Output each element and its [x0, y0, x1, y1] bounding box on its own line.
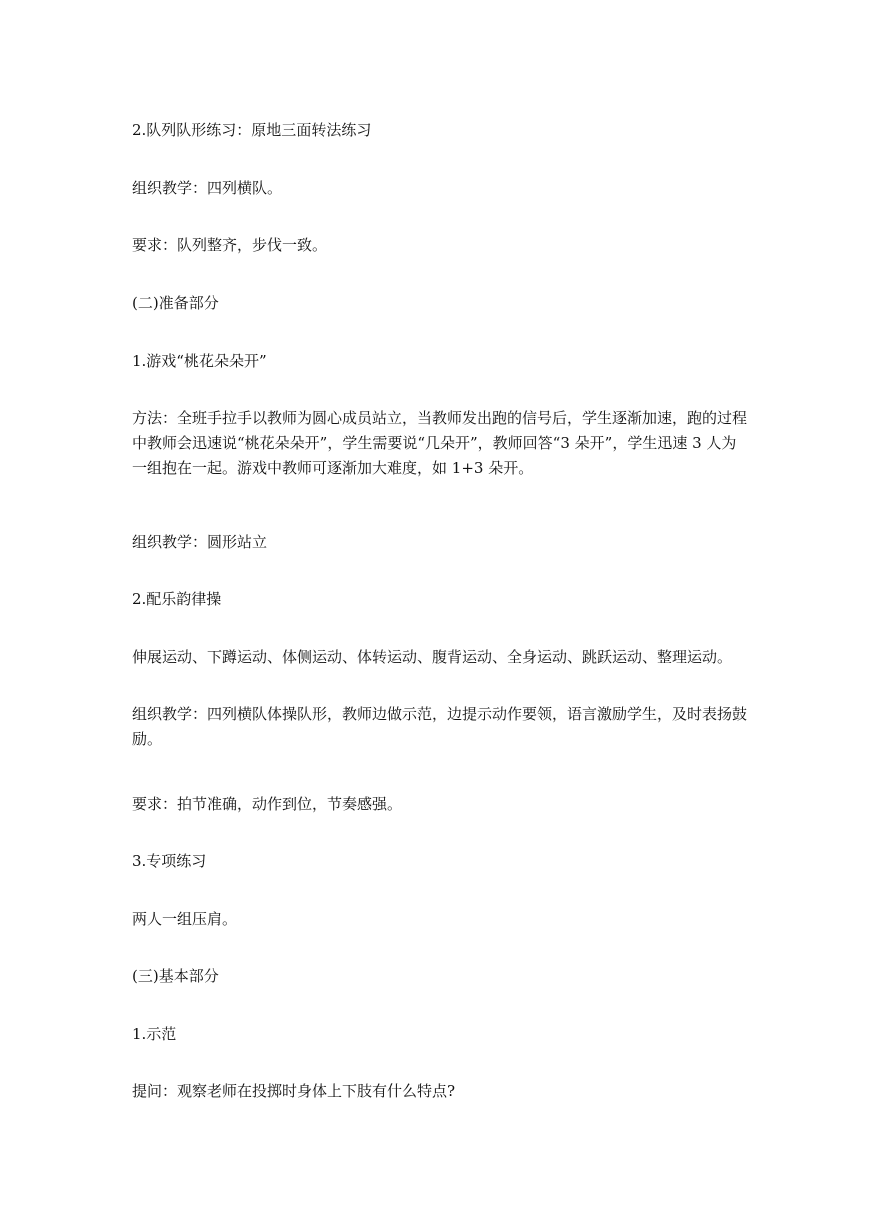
paragraph-requirement-1: 要求：队列整齐，步伐一致。: [132, 236, 328, 254]
paragraph-exercise-list: 伸展运动、下蹲运动、体侧运动、体转运动、腹背运动、全身运动、跳跃运动、整理运动。: [132, 648, 733, 666]
paragraph-requirement-2: 要求：拍节准确，动作到位，节奏感强。: [132, 795, 403, 813]
paragraph-game-method: 方法：全班手拉手以教师为圆心成员站立，当教师发出跑的信号后，学生逐渐加速，跑的过程中教师会迅速说“桃花朵朵开”，学生需要说“几朵开”，教师回答“3 朵开”，学生迅速 3 人为一组抱在一起。游戏中教师可逐渐加大难度，如 1+3 朵开。: [132, 409, 748, 477]
section-heading-preparation: (二)准备部分: [132, 294, 219, 312]
paragraph-demonstration: 1.示范: [132, 1025, 177, 1043]
paragraph-pair-shoulder: 两人一组压肩。: [132, 910, 238, 928]
paragraph-organization-1: 组织教学：四列横队。: [132, 179, 283, 197]
paragraph-game-title: 1.游戏“桃花朵朵开”: [132, 352, 267, 370]
paragraph-rhythm-exercise: 2.配乐韵律操: [132, 590, 222, 608]
paragraph-question: 提问：观察老师在投掷时身体上下肢有什么特点?: [132, 1082, 456, 1100]
paragraph-special-practice: 3.专项练习: [132, 852, 207, 870]
paragraph-organization-2: 组织教学：圆形站立: [132, 533, 268, 551]
paragraph-formation-drill: 2.队列队形练习：原地三面转法练习: [132, 121, 372, 139]
paragraph-organization-3: 组织教学：四列横队体操队形，教师边做示范，边提示动作要领，语言激励学生，及时表扬鼓励。: [132, 705, 748, 748]
section-heading-basic: (三)基本部分: [132, 967, 219, 985]
